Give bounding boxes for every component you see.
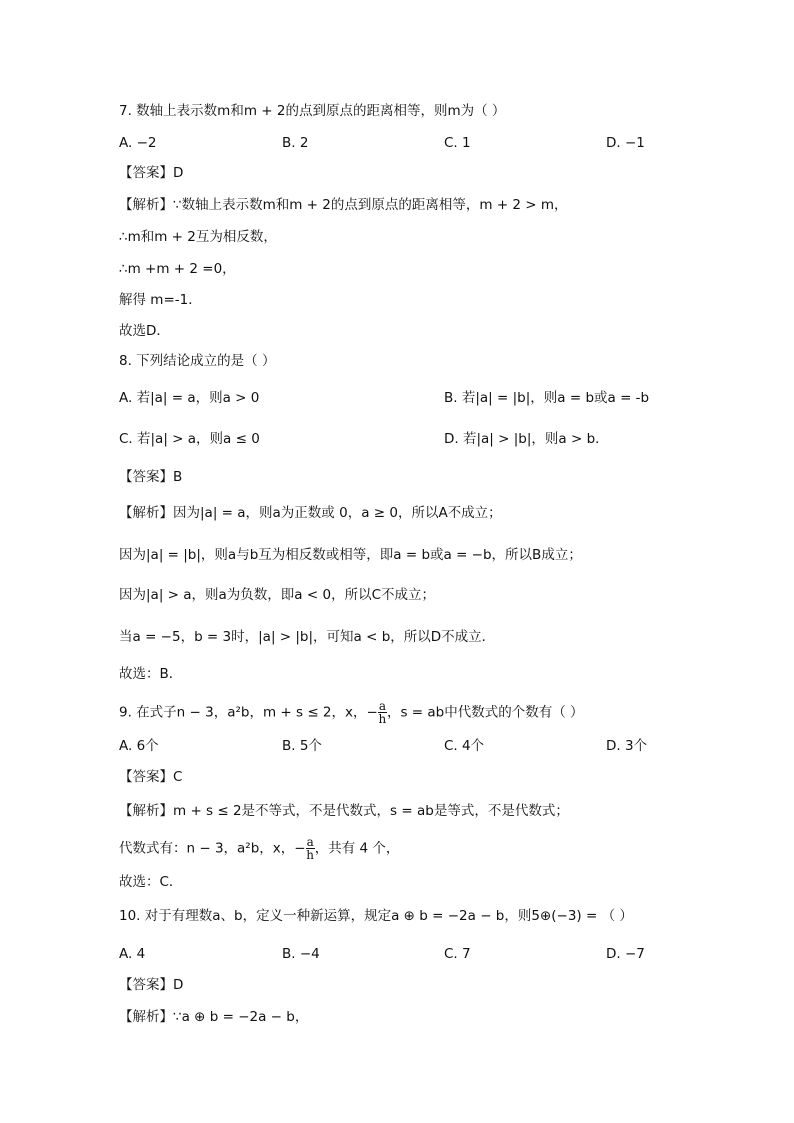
- q9-analysis-fraction-numerator: a: [306, 835, 314, 849]
- q8-analysis-line: 因为|a| > a，则a为负数，即a < 0，所以C不成立；: [119, 587, 435, 603]
- q7-option-c: C. 1: [444, 135, 471, 151]
- q9-analysis-line: [119, 836, 399, 861]
- q9-analysis-fraction: [306, 836, 315, 861]
- q9-option-b: B. 5个: [282, 738, 322, 754]
- q9-option-d: D. 3个: [606, 738, 648, 754]
- q7-answer: 【答案】D: [119, 165, 184, 181]
- q10-analysis-line: 【解析】∵a ⊕ b = −2a − b，: [119, 1009, 309, 1025]
- q9-fraction-numerator: a: [378, 699, 386, 713]
- q10-option-a: A. 4: [119, 946, 146, 962]
- q10-answer: 【答案】D: [119, 977, 184, 993]
- q7-option-b: B. 2: [282, 135, 309, 151]
- q9-answer: 【答案】C: [119, 769, 183, 785]
- q10-option-b: B. −4: [282, 946, 320, 962]
- q9-stem-before: 9. 在式子n − 3，a²b，m + s ≤ 2，x，−: [119, 704, 378, 721]
- q7-option-d: D. −1: [606, 135, 645, 151]
- q7-analysis-line: ∴m和m + 2互为相反数，: [119, 229, 277, 245]
- q9-analysis-after: ，共有 4 个，: [314, 840, 400, 857]
- q7-analysis-line: ∴m +m + 2 =0，: [119, 261, 236, 277]
- q10-stem: 10. 对于有理数a、b，定义一种新运算，规定a ⊕ b = −2a − b，则5⊕(−3) = （ ）: [119, 908, 633, 924]
- q8-analysis-line: 因为|a| = |b|，则a与b互为相反数或相等，即a = b或a = −b，所以B成立；: [119, 547, 582, 563]
- q8-answer: 【答案】B: [119, 469, 183, 485]
- q8-option-b: B. 若|a| = |b|，则a = b或a = -b: [444, 390, 650, 406]
- q8-analysis-line: 当a = −5，b = 3时，|a| > |b|，可知a < b，所以D不成立．: [119, 629, 496, 645]
- q8-stem: 8. 下列结论成立的是（ ）: [119, 353, 276, 369]
- q7-analysis-line: 【解析】∵数轴上表示数m和m + 2的点到原点的距离相等，m + 2 > m，: [119, 197, 568, 213]
- q10-option-c: C. 7: [444, 946, 471, 962]
- q9-analysis-line: 故选：C．: [119, 874, 183, 890]
- q8-option-c: C. 若|a| > a，则a ≤ 0: [119, 431, 260, 447]
- q9-stem: [119, 700, 584, 725]
- q9-analysis-before: 代数式有：n − 3，a²b，x，−: [119, 840, 306, 857]
- q9-stem-after: ，s = ab中代数式的个数有（ ）: [386, 704, 584, 721]
- q9-analysis-fraction-denominator: h: [306, 848, 315, 862]
- q8-option-a: A. 若|a| = a，则a > 0: [119, 390, 260, 406]
- q9-option-a: A. 6个: [119, 738, 159, 754]
- q9-analysis-line: 【解析】m + s ≤ 2是不等式，不是代数式，s = ab是等式，不是代数式；: [119, 803, 569, 819]
- q7-option-a: A. −2: [119, 135, 157, 151]
- q8-analysis-line: 故选：B．: [119, 666, 183, 682]
- q9-fraction: [378, 700, 387, 725]
- q8-analysis-line: 【解析】因为|a| = a，则a为正数或 0，a ≥ 0，所以A不成立；: [119, 505, 502, 521]
- q8-option-d: D. 若|a| > |b|，则a > b．: [444, 431, 609, 447]
- q10-option-d: D. −7: [606, 946, 645, 962]
- q7-analysis-line: 故选D．: [119, 323, 170, 339]
- q9-fraction-denominator: h: [378, 712, 387, 726]
- q7-stem: 7. 数轴上表示数m和m + 2的点到原点的距离相等，则m为（ ）: [119, 103, 506, 119]
- q9-option-c: C. 4个: [444, 738, 485, 754]
- q7-analysis-line: 解得 m=-1．: [119, 292, 202, 308]
